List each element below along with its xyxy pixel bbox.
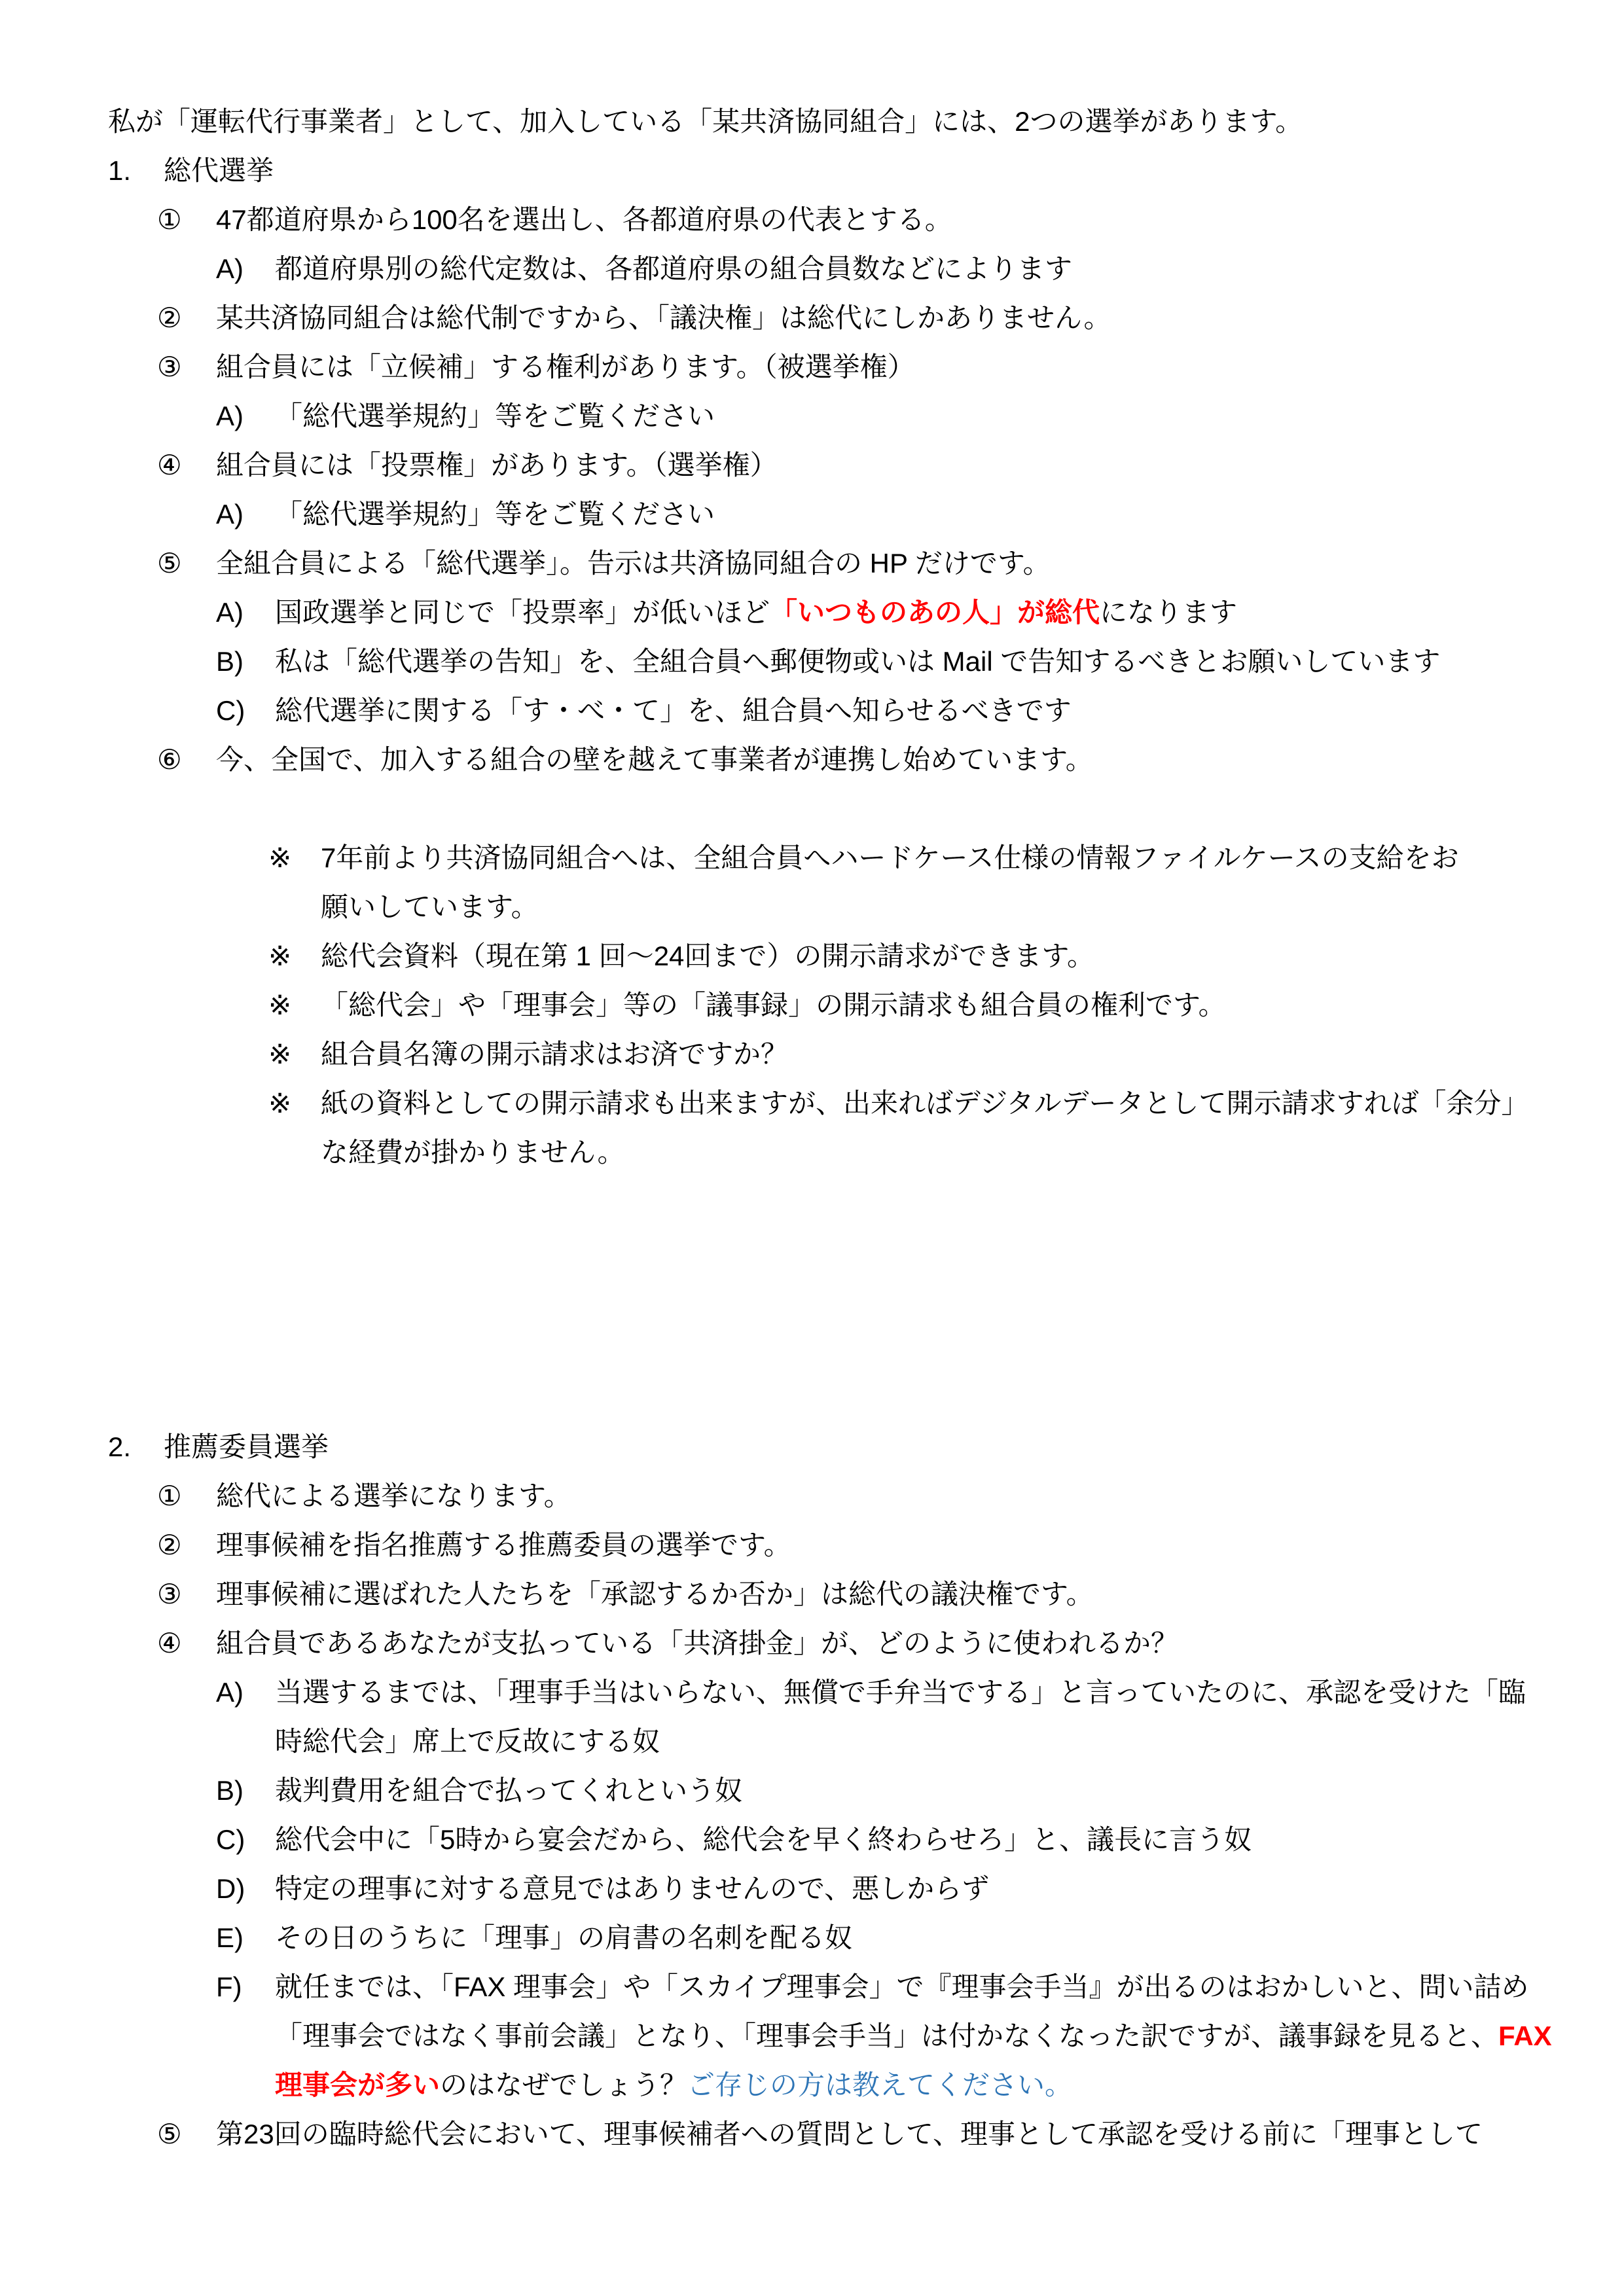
note-text: 総代会資料（現在第 1 回～24回まで）の開示請求ができます。 (321, 941, 1095, 971)
item-text-segment: 国政選挙と同じで「投票率」が低いほど (275, 597, 770, 628)
item-text: その日のうちに「理事」の肩書の名刺を配る奴 (275, 1922, 853, 1953)
s1-item-6 (108, 735, 1585, 784)
s1-item-4 (108, 440, 1585, 490)
reference-mark: ※ (268, 941, 292, 971)
s1-item-5-c (108, 686, 1585, 735)
note-text-line: 紙の資料としての開示請求も出来ますが、出来ればデジタルデータとして開示請求すれば「余分」 (321, 1088, 1529, 1119)
circled-number-marker: ① (157, 1480, 182, 1511)
s1-item-3 (108, 342, 1585, 391)
item-text: 私は「総代選挙の告知」を、全組合員へ郵便物或いは Mail で告知するべきとお願いしています (275, 646, 1441, 677)
s2-item-5 (108, 2109, 1585, 2159)
item-text: 組合員には「投票権」があります。（選挙権） (216, 450, 778, 480)
blank-lines (108, 1177, 1585, 1422)
circled-number-marker: ③ (157, 1579, 182, 1609)
circled-number-marker: ⑤ (157, 548, 182, 579)
item-text: 総代による選挙になります。 (216, 1480, 571, 1511)
note-text (321, 833, 1585, 931)
note-text-line: 願いしています。 (321, 891, 539, 922)
letter-marker: A) (216, 253, 244, 284)
item-text-line (275, 2011, 1585, 2060)
item-text: 総代選挙に関する「す・べ・て」を、組合員へ知らせるべきです (275, 695, 1072, 726)
note-3 (108, 980, 1585, 1030)
item-text-line (275, 2060, 1585, 2109)
s1-item-4-a (108, 490, 1585, 539)
reference-mark: ※ (268, 842, 292, 873)
item-text-line: 時総代会」席上で反故にする奴 (275, 1726, 660, 1757)
s1-item-2 (108, 293, 1585, 342)
letter-marker: A) (216, 401, 244, 431)
item-text: 都道府県別の総代定数は、各都道府県の組合員数などによります (275, 253, 1073, 284)
item-text-segment: のはなぜでしょう？ (440, 2070, 688, 2100)
circled-number-marker: ② (157, 302, 182, 333)
note-text: 組合員名簿の開示請求はお済ですか？ (321, 1039, 789, 1069)
item-text: 今、全国で、加入する組合の壁を越えて事業者が連携し始めています。 (216, 744, 1093, 775)
s1-item-1-a (108, 244, 1585, 293)
note-5 (108, 1079, 1585, 1177)
circled-number-marker: ② (157, 1530, 182, 1560)
item-text: 「総代選挙規約」等をご覧ください (275, 401, 715, 431)
letter-marker: C) (216, 695, 245, 726)
item-text: 組合員であるあなたが支払っている「共済掛金」が、どのように使われるか？ (216, 1628, 1179, 1659)
s1-item-3-a (108, 391, 1585, 440)
note-1 (108, 833, 1585, 931)
letter-marker: B) (216, 1775, 244, 1806)
section-1-number: 1. (108, 155, 132, 186)
item-text: 全組合員による「総代選挙」。告示は共済協同組合の HP だけです。 (216, 548, 1051, 579)
section-1-title: 総代選挙 (164, 155, 274, 186)
letter-marker: D) (216, 1873, 245, 1904)
letter-marker: C) (216, 1824, 245, 1855)
s2-item-4-a (108, 1668, 1585, 1766)
s2-item-4 (108, 1619, 1585, 1668)
section-2-heading (108, 1422, 1585, 1471)
item-text: 「総代選挙規約」等をご覧ください (275, 499, 715, 529)
item-text: 理事候補を指名推薦する推薦委員の選挙です。 (216, 1530, 791, 1560)
item-text: 47都道府県から100名を選出し、各都道府県の代表とする。 (216, 204, 952, 235)
blank-line (108, 784, 1585, 833)
s2-item-2 (108, 1520, 1585, 1570)
s2-item-4-c (108, 1815, 1585, 1864)
item-text: 総代会中に「5時から宴会だから、総代会を早く終わらせろ」と、議長に言う奴 (275, 1824, 1252, 1855)
section-1-heading (108, 146, 1585, 195)
s2-item-3 (108, 1570, 1585, 1619)
item-text-line: 当選するまでは、「理事手当はいらない、無償で手弁当でする」と言っていたのに、承認を受けた「臨 (275, 1677, 1526, 1708)
s1-item-5 (108, 539, 1585, 588)
s2-item-4-f (108, 1962, 1585, 2109)
circled-number-marker: ③ (157, 351, 182, 382)
letter-marker: A) (216, 499, 244, 529)
letter-marker: A) (216, 1677, 244, 1708)
letter-marker: E) (216, 1922, 244, 1953)
s2-item-4-e (108, 1913, 1585, 1962)
red-emphasis-text: 理事会が多い (275, 2070, 441, 2100)
note-text: 「総代会」や「理事会」等の「議事録」の開示請求も組合員の権利です。 (321, 990, 1226, 1020)
s1-item-5-a (108, 588, 1585, 637)
blue-emphasis-text: ご存じの方は教えてください。 (687, 2070, 1073, 2100)
reference-mark: ※ (268, 990, 292, 1020)
s1-item-1 (108, 195, 1585, 244)
note-2 (108, 931, 1585, 980)
s2-item-1 (108, 1471, 1585, 1520)
section-2-number: 2. (108, 1431, 132, 1462)
item-text: 某共済協同組合は総代制ですから、「議決権」は総代にしかありません。 (216, 302, 1111, 333)
red-emphasis-text: FAX (1498, 2020, 1552, 2051)
item-text (275, 588, 1585, 637)
s1-item-5-b (108, 637, 1585, 686)
item-text: 理事候補に選ばれた人たちを「承認するか否か」は総代の議決権です。 (216, 1579, 1094, 1609)
item-text-segment: になります (1100, 597, 1238, 628)
circled-number-marker: ⑤ (157, 2119, 182, 2149)
letter-marker: A) (216, 597, 244, 628)
item-text: 組合員には「立候補」する権利があります。（被選挙権） (216, 351, 915, 382)
reference-mark: ※ (268, 1039, 292, 1069)
letter-marker: B) (216, 646, 244, 677)
red-emphasis-text: 「いつものあの人」が総代 (770, 597, 1100, 628)
note-4 (108, 1030, 1585, 1079)
item-text (275, 1962, 1585, 2109)
item-text: 特定の理事に対する意見ではありませんので、悪しからず (275, 1873, 990, 1904)
circled-number-marker: ④ (157, 1628, 182, 1659)
circled-number-marker: ① (157, 204, 182, 235)
item-text: 第23回の臨時総代会において、理事候補者への質問として、理事として承認を受ける前に「理事として (216, 2119, 1483, 2149)
circled-number-marker: ④ (157, 450, 182, 480)
intro-paragraph (108, 97, 1585, 146)
item-text-line: 就任までは、「FAX 理事会」や「スカイプ理事会」で『理事会手当』が出るのはおかしいと、問い詰め (275, 1971, 1529, 2002)
item-text: 裁判費用を組合で払ってくれという奴 (275, 1775, 743, 1806)
s2-item-4-d (108, 1864, 1585, 1913)
s2-item-4-b (108, 1766, 1585, 1815)
section-2-title: 推薦委員選挙 (164, 1431, 329, 1462)
item-text (275, 1668, 1585, 1766)
intro-text: 私が「運転代行事業者」として、加入している「某共済協同組合」には、2つの選挙があります。 (108, 106, 1303, 137)
note-text (321, 1079, 1585, 1177)
reference-mark: ※ (268, 1088, 292, 1119)
letter-marker: F) (216, 1971, 242, 2002)
note-text-line: 7年前より共済協同組合へは、全組合員へハードケース仕様の情報ファイルケースの支給をお (321, 842, 1459, 873)
note-text-line: な経費が掛かりません。 (321, 1137, 625, 1168)
item-text-segment: 「理事会ではなく事前会議」となり、「理事会手当」は付かなくなった訳ですが、議事録を見ると、 (275, 2020, 1499, 2051)
circled-number-marker: ⑥ (157, 744, 182, 775)
